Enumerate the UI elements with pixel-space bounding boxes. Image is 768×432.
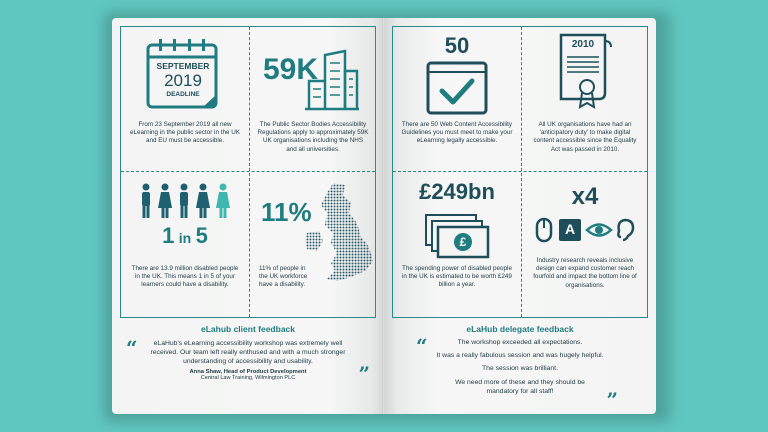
checkbox-icon [426, 61, 488, 115]
workforce-stat: 11% [261, 197, 312, 227]
quote-close-icon: ” [606, 388, 618, 412]
customer-reach-stat: x4 [571, 183, 599, 210]
delegate-quote-line: It was a really fabulous session and was hugely helpful. [436, 352, 604, 359]
organisations-stat: 59K [263, 53, 319, 86]
deadline-month: SEPTEMBER [156, 61, 210, 71]
buildings-icon [303, 49, 361, 111]
client-quote: eLaHub's eLearning accessibility workshop was extremely well received. Our team left really enthused and with a much stronger understanding of accessibility and usability. [150, 340, 346, 365]
stat-five: 5 [195, 223, 208, 248]
quote-close-icon: ” [358, 362, 370, 386]
stat-one: 1 [162, 223, 175, 248]
one-in-five-cell [121, 171, 249, 315]
quote-open-icon: “ [126, 336, 138, 360]
delegate-feedback-title: eLaHub delegate feedback [466, 324, 574, 334]
one-in-five-stat [121, 223, 249, 249]
people-icon [137, 183, 233, 219]
delegate-quote-line: The workshop exceeded all expectations. [457, 339, 583, 346]
spending-power-text: The spending power of disabled people in the UK is estimated to be worth £249 billion a year. [402, 265, 512, 289]
quote-open-icon: “ [416, 334, 428, 358]
one-in-five-text: There are 13.9 million disabled people in the UK. This means 1 in 5 of your learners could have a disability. [131, 265, 239, 289]
equality-act-text: All UK organisations have had an 'anticipatory duty' to make digital content accessible since the Equality Act was passed in 2010. [533, 121, 637, 153]
deadline-label: DEADLINE [166, 91, 200, 98]
deadline-cell [121, 27, 249, 171]
deadline-year: 2019 [164, 71, 202, 90]
equality-act-cell [521, 27, 649, 171]
spending-power-stat: £249bn [419, 179, 495, 204]
uk-map-icon [303, 181, 375, 291]
stat-in: in [178, 230, 192, 246]
letter-a-label: A [564, 221, 576, 237]
delegate-feedback [400, 324, 640, 412]
delegate-quote-line: The session was brilliant. [482, 365, 558, 372]
right-page [384, 18, 656, 414]
workforce-text: 11% of people in the UK workforce have a disability. [259, 265, 308, 289]
client-quote-organisation: Central Law Training, Wilmington PLC [200, 375, 296, 381]
equality-act-year: 2010 [571, 39, 595, 50]
workforce-cell [249, 171, 377, 315]
left-stats-grid [120, 26, 376, 318]
pound-sign-icon: £ [459, 235, 467, 249]
left-page [112, 18, 384, 414]
guidelines-text: There are 50 Web Content Accessibility Guidelines you must meet to make your eLearning legally accessible. [401, 121, 513, 145]
guidelines-stat: 50 [444, 33, 470, 58]
client-quote-author: Anna Shaw, Head of Product Development [189, 369, 307, 375]
ear-icon [618, 220, 633, 240]
delegate-quote-line: We need more of these and they should be mandatory for all staff! [455, 379, 585, 395]
spending-power-cell [393, 171, 521, 315]
organisations-cell [249, 27, 377, 171]
accessibility-icons [533, 217, 637, 243]
customer-reach-text: Industry research reveals inclusive design can expand customer reach fourfold and impact the bottom line of organisations. [533, 257, 637, 289]
client-feedback [128, 324, 368, 408]
right-stats-grid [392, 26, 648, 318]
guidelines-cell [393, 27, 521, 171]
organisations-text: The Public Sector Bodies Accessibility Regulations apply to approximately 59K UK organisations including the NHS and all universities. [257, 121, 369, 153]
client-feedback-title: eLahub client feedback [201, 324, 295, 334]
deadline-text: From 23 September 2019 all new eLearning in the public sector in the UK and EU must be accessible. [130, 121, 240, 145]
customer-reach-cell [521, 171, 649, 315]
